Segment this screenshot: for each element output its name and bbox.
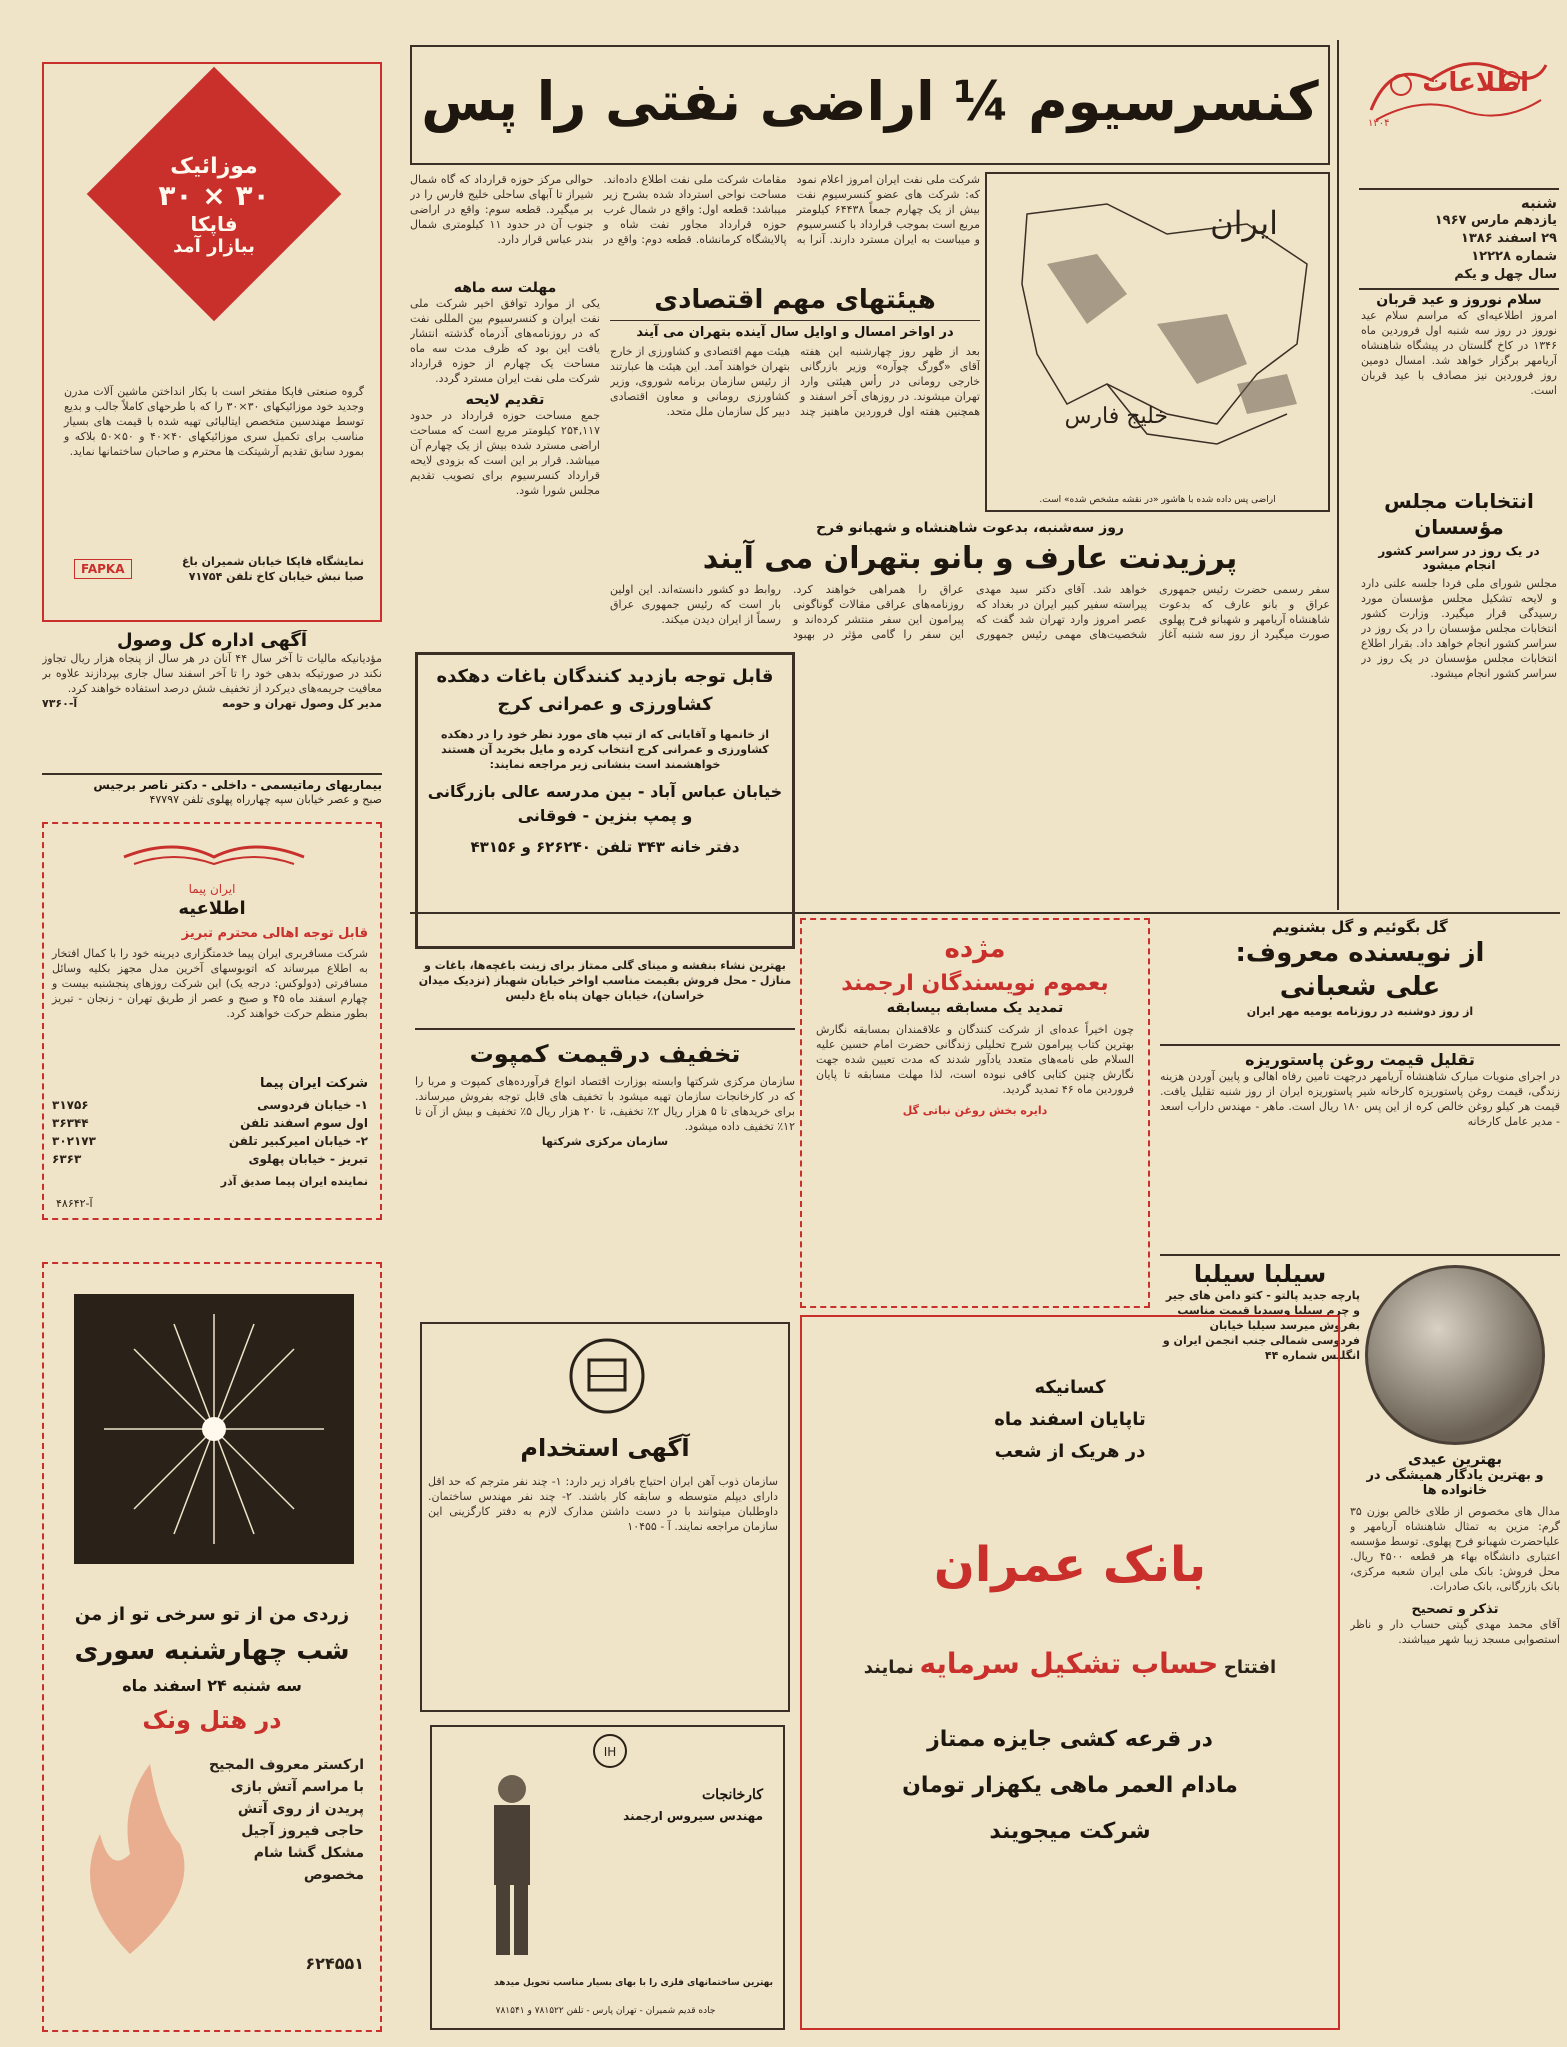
logo-text: اطلاعات [1422,68,1529,98]
silba-body: پارچه جدید پالتو - کتو دامن های جیر و چرم سیلبا وسیدیا قیمت مناسب بفروش میرسد سیلبا خیابان فردوسی شمالی جنب انجمن ایران و انگلیس شماره ۴۴ [1162,1289,1360,1362]
compost-signature: سازمان مرکزی شرکتها [541,1135,669,1148]
bank-line3a: افتتاح [1223,1657,1277,1678]
tax-notice [42,630,382,770]
office-phone: ۳۶۳۴۴ [52,1116,89,1130]
masthead [1354,40,1559,195]
hiring-emblem-icon [567,1336,647,1416]
hiring-ad [420,1322,790,1712]
day-name: شنبه [1520,194,1557,212]
iranpeyma-company: شرکت ایران پیما [259,1076,368,1091]
flame-icon [60,1744,200,1964]
sub1-body: یکی از موارد توافق اخیر شرکت ملی نفت ایران و کنسرسیوم بین المللی نفت که در روزنامه‌های آذرماه گذشته انتشار یافت این بود که ظرف مدت سه ماه مساحت یک چهارم از حوزه قرارداد شرکت ملی نفت ایران مسترد گردد. [410,297,600,385]
sub2-title: تقدیم لایحه [465,392,545,408]
elections-title: انتخابات مجلس مؤسسان [1384,489,1534,539]
milk-body: در اجرای منویات مبارک شاهنشاه آریامهر درجهت تامین رفاه اهالی و پایین آوردن هزینه زندگی، قیمت روغن پاستوریزه کارخانه شیر پاستوریزه ایران از روز شنبه تقلیل یافت. قیمت هر کیلو روغن خالص کره از این پس ۱۸۰ ریال است. ماهر - مهندس داراب اسعد - مدیر عامل کارخانه [1160,1070,1560,1128]
nowruz-article [1361,292,1557,482]
firework-icon [74,1294,354,1564]
coin-body: مدال های مخصوص از طلای خالص بوزن ۳۵ گرم: مزین به تمثال شاهنشاه آریامهر و علیاحضرت شهبانو فرح پهلوی. توسط مؤسسه اعتباری دانشگاه بهاء هر قطعه ۴۵۰۰ ریال. محل فروش: بانک ملی ایران شعبه مرکزی، بانک بازرگانی، بانک صادرات. [1350,1505,1560,1593]
arif-kicker: روز سه‌شنبه، بدعوت شاهنشاه و شهبانو فرح [816,520,1124,536]
iranpeyma-offices [52,1096,368,1168]
flower-ad [415,958,795,1023]
tax-body: مؤدیانیکه مالیات تا آخر سال ۴۴ آنان در هر سال از پنجاه هزار ریال تجاوز نکند در صورتیکه بدهی خود را تا آخر اسفند سال جاری بپردازند علاوه بر معافیت جریمه‌های دیرکرد از تخفیف شش درصد استفاده خواهند کرد. [42,652,382,695]
milk-article [1160,1050,1560,1250]
oil-map [985,172,1330,512]
karaj-notice [415,652,795,949]
iranpeyma-footer: نماینده ایران پیما صدیق آذر [220,1175,368,1188]
elections-subtitle: در یک روز در سراسر کشور انجام میشود [1378,544,1540,572]
office-phone: ۳۱۷۵۶ [52,1098,89,1112]
mozhdeh-kicker: تمدید یک مسابقه بیسابقه [886,1000,1064,1016]
mosaic-line4: ببازار آمد [173,236,255,257]
mosaic-line1: موزائیک [170,154,258,179]
chaharshanbe-phone: ۶۲۴۵۵۱ [305,1954,364,1973]
mozhdeh-ad [800,918,1150,1308]
errata-body: آقای محمد مهدی گیتی حساب دار و ناظر استصوابی مسجد زیبا شهر میباشند. [1350,1618,1560,1646]
chaharshanbe-title: شب چهارشنبه سوری [74,1636,350,1666]
bank-line3c: نمایند [863,1657,914,1678]
factory-address: جاده قدیم شمیران - تهران پارس - تلفن ۷۸۱۵۲۲ و ۷۸۱۵۴۱ [495,2006,716,2016]
factory-body: بهترین ساختمانهای فلزی را با بهای بسیار مناسب تحویل میدهد [494,1978,773,1988]
gol-article [1160,918,1560,1038]
mozhdeh-body: چون اخیراً عده‌ای از شرکت کنندگان و علاقمندان بمسابقه نگارش بهترین کتاب پیرامون شرح تحلیلی زندگانی حضرت امام حسین علیه السلام طی نامه‌های متعدد یادآور شدند که مدت تعیین شده جهت نگارش چنین کتابی کافی نبوده است، لذا مهلت مسابقه تا پایان فروردین ماه ۴۶ تمدید گردید. [816,1023,1134,1096]
svg-text:IH: IH [603,1745,617,1759]
office-phone: ۳۰۲۱۷۳ [52,1134,96,1148]
chaharshanbe-top: زردی من از تو سرخی تو از من [74,1604,350,1625]
gol-title1: از نویسنده معروف: [1235,938,1485,968]
iranpeyma-ad [42,822,382,1220]
chaharshanbe-ad [42,1262,382,2032]
doctor-ad [42,778,382,818]
mosaic-body: گروه صنعتی فاپکا مفتخر است با بکار انداختن ماشین آلات مدرن وجدید خود موزائیکهای ۳۰×۳۰ را که با طرحهای کاملاً جالب و بدیع توسط مهندسین متخصص ایتالیائی تهیه شده با قیمت های بسیار مناسب برای تکمیل سری موزائیکهای ۴۰×۴۰ و ۵۰×۵۰ بلاکه و بمورد سابق تقدیم آرشیتکت ها محترم و صاحبان ساختمانها نماید. [64,385,364,458]
chaharshanbe-body: ارکستر معروف المجیح با مراسم آتش بازی پریدن از روی آتش حاجی فیروز آجیل مشکل گشا شام مخصوص [209,1757,364,1883]
karaj-body: از خانمها و آقایانی که از تیپ های مورد نظر خود را در دهکده کشاورزی و عمرانی کرج انتخاب کرده و مایل بخرید آن هستند خواهشمند است بنشانی زیر مراجعه نمایند: [440,728,770,771]
doctor-title: بیماریهای رماتیسمی - داخلی - دکتر ناصر برجیس [93,778,382,792]
karaj-address: خیابان عباس آباد - بین مدرسه عالی بازرگانی و پمپ بنزین - فوقانی [427,782,783,825]
iranpeyma-code: آ-۴۸۶۴۲ [56,1197,93,1210]
nowruz-body: امروز اطلاعیه‌ای که مراسم سلام عید نوروز در روز سه شنبه اول فروردین ماه ۱۳۴۶ در کاخ گلستان در پیشگاه شاهنشاه آریامهر برگزار خواهد شد. امسال دومین روز فروردین نیز مصادف با عید قربان است. [1361,309,1557,397]
gol-title2: علی شعبانی [1279,972,1441,1002]
factory-title: کارخانجات [702,1787,763,1803]
lead-subsections [410,280,600,675]
tax-code: آ-۷۳۶۰ [42,697,78,710]
iranpeyma-body: شرکت مسافربری ایران پیما خدمتگزاری دیرینه خود را با کمال افتخار به اطلاع میرساند که اتوبوسهای آخرین مدل مجهز بکلیه وسائل مسافرتی (دولوکس: درجه یک) این شرکت روزهای پنجشنبه بیست و چهارم اسفند ماه ۴۵ و صبح و عصر از طریق تهران - زنجان - تبریز بطور منظم حرکت خواهند کرد. [52,947,368,1020]
arif-body: سفر رسمی حضرت رئیس جمهوری عراق و بانو عارف که بدعوت شاهنشاه آریامهر و شهبانو فرح پهلوی صورت میگیرد از روز سه شنبه آغاز خواهد شد. آقای دکتر سید مهدی پیراسته سفیر کبیر ایران در بغداد که عصر امروز وارد تهران شد گفت که شخصیت‌های مهمی رئیس جمهوری عراق را همراهی خواهند کرد. روزنامه‌های عراقی مقالات گوناگونی پیرامون این سفر منتشر کرده‌اند و این سفر را گامی مؤثر در بهبود روابط دو کشور دانسته‌اند. این اولین بار است که رئیس جمهوری عراق رسماً از ایران دیدن میکند. [610,583,1330,641]
mosaic-line3: فاپکا [190,212,238,236]
coin-title2: و بهترین یادگار همیشگی در خانواده ها [1366,1468,1544,1498]
doctor-body: صبح و عصر خیابان سپه چهارراه پهلوی تلفن ۴۷۷۹۷ [149,793,382,806]
bank-top: کسانیکه [1034,1377,1106,1398]
chaharshanbe-date: سه شنبه ۲۴ اسفند ماه [122,1676,302,1695]
iranpeyma-wings-icon [114,832,314,882]
iranpeyma-logo: ایران پیما [188,882,236,896]
bank-line3b: حساب تشکیل سرمایه [919,1647,1219,1680]
lead-headline: کنسرسیوم ¼ اراضی نفتی را پس [421,70,1319,133]
issue-number: شماره ۱۲۲۲۸ [1471,249,1557,264]
nowruz-title: سلام نوروز و عید قربان [1376,292,1542,308]
bank-omran-ad [800,1315,1340,2030]
map-label-gulf: خلیج فارس [1064,404,1168,429]
factory-logo-icon [592,1733,628,1769]
office-label: ۲- خیابان امیرکبیر تلفن [228,1134,368,1148]
sub2-body: جمع مساحت حوزه قرارداد در حدود ۲۵۴,۱۱۷ کیلومتر مربع است که مساحت اراضی مسترد شده بیش از یک چهارم آن میباشد. قرار بر این است که بزودی لایحه قرارداد کنسرسیوم برای تصویب تقدیم مجلس شورا شود. [410,409,600,497]
tax-title: آگهی اداره کل وصول [116,630,308,651]
fireworks-image [74,1294,354,1564]
elections-body: مجلس شورای ملی فردا جلسه علنی دارد و لایحه تشکیل مجلس مؤسسان مورد رسیدگی قرار میگیرد. وزارت کشور انتخابات مجلس مؤسسان را در یک روز در سراسر کشور انجام خواهد داد. بقرار اطلاع انتخابات مجلس مؤسسان در یک روز در سراسر کشور انجام میشود. [1361,577,1557,680]
sub1-title: مهلت سه ماهه [453,280,557,296]
factory-subtitle: مهندس سیروس ارجمند [623,1809,763,1823]
engineer-figure-icon [472,1767,552,1967]
office-label: اول سوم اسفند تلفن [240,1116,368,1130]
elections-article [1361,488,1557,906]
coin-image [1365,1265,1545,1445]
bank-line2: در هریک از شعب [994,1441,1146,1462]
iranpeyma-title: اطلاعیه [178,898,246,919]
bank-line4: در قرعه کشی جایزه ممتاز [927,1727,1213,1752]
econ-body: بعد از ظهر روز چهارشنبه این هفته آقای «گورگ چوآره» وزیر بازرگانی خارجی رومانی در رأس هیئتی وارد تهران میشوند. در روزهای آخر اسفند و همچنین هفته اول فروردین ماهنیز چند هیئت مهم اقتصادی و کشاورزی از خارج بتهران خواهند آمد. این هیئت ها عبارتند از رئیس سازمان برنامه شوروی، وزیر کشاورزی رومانی و معاون اقتصادی دبیر کل سازمان ملل متحد. [610,345,980,418]
office-phone: ۶۳۶۳ [52,1152,82,1166]
mosaic-ad [42,62,382,622]
logo-year: ۱۳۰۴ [1368,118,1390,129]
date-block [1361,194,1557,284]
lead-headline-area [410,45,1330,165]
bank-line6: شرکت میجویند [989,1819,1151,1844]
bank-name: بانک عمران [933,1537,1207,1593]
silba-title: سیلبا سیلبا [1193,1260,1327,1288]
lead-body-text: شرکت ملی نفت ایران امروز اعلام نمود که: شرکت های عضو کنسرسیوم نفت بیش از یک چهارم جمعاً ۶۴۴۳۸ کیلومتر مربع است بموجب قرارداد با کنسرسیوم و میباست به ایران مسترد دارند. آنرا به مقامات شرکت ملی نفت اطلاع داده‌اند. مساحت نواحی استرداد شده بشرح زیر میباشد: قطعه اول: واقع در شمال غرب حوزه قرارداد مجاور نفت شاه و پالایشگاه کرمانشاه. قطعه دوم: واقع در حوالی مرکز حوزه قرارداد که گاه شمال شیراز تا آبهای ساحلی خلیج فارس را در بر میگیرد. قطعه سوم: واقع در اراضی جنوب آن در حدود ۱۱ کیلومتری شمال بندر عباس قرار دارد. [410,173,980,246]
solar-date: ۲۹ اسفند ۱۳۸۶ [1460,231,1557,246]
karaj-title: قابل توجه بازدید کنندگان باغات دهکده کشاورزی و عمرانی کرج [436,666,774,715]
errata-title: تذکر و تصحیح [1411,1602,1499,1617]
office-label: ۱- خیابان فردوسی [257,1098,368,1112]
gregorian-date: یازدهم مارس ۱۹۶۷ [1434,213,1557,228]
office-label: تبریز - خیابان پهلوی [248,1152,368,1166]
map-caption: اراضی پس داده شده با هاشور «در نقشه مشخص شده» است. [1039,495,1276,505]
econ-article [610,280,980,550]
bank-line5: مادام العمر ماهی یکهزار تومان [902,1773,1238,1798]
mozhdeh-title: مژده [944,934,1006,964]
chaharshanbe-venue: در هتل ونک [142,1706,282,1734]
coin-article [1350,1450,1560,2035]
year-label: سال چهل و یکم [1454,267,1557,282]
iranpeyma-intro: قابل توجه اهالی محترم تبریز [181,926,368,941]
gol-kicker: گل بگوئیم و گل بشنویم [1272,918,1448,936]
mozhdeh-subtitle: بعموم نویسندگان ارجمند [841,971,1109,996]
karaj-phone: دفتر خانه ۳۴۳ تلفن ۶۲۶۲۴۰ و ۴۳۱۵۶ [470,838,740,856]
mosaic-line2: ۳۰ × ۳۰ [158,179,270,212]
compost-body: سازمان مرکزی شرکتها وابسته بوزارت اقتصاد انواع فرآورده‌های کمپوت و مربا را که در کارخانجات سازمان تهیه میشود با تخفیف های قابل توجه بفروش میرساند. برای خریدهای تا ۵ هزار ریال ۲٪ تخفیف، تا ۲۰ هزار ریال ۵٪ تخفیف و بیش از آن تا ۱۲٪ تخفیف داده میشود. [415,1075,795,1133]
compost-ad [415,1034,795,1314]
bank-line1: تاپایان اسفند ماه [994,1409,1146,1430]
compost-title: تخفیف درقیمت کمپوت [469,1040,741,1068]
econ-title: هیئتهای مهم اقتصادی [610,280,980,321]
mosaic-logo: FAPKA [74,559,132,579]
tax-signature: مدیر کل وصول تهران و حومه [222,697,382,710]
hiring-body: سازمان ذوب آهن ایران احتیاج بافراد زیر دارد: ۱- چند نفر مترجم که حد اقل دارای دیپلم متوسطه و سابقه کار باشند. ۲- چند نفر مهندس ساختمان. داوطلبان میتوانند با در دست داشتن مدارک لازم به دفتر کارگزینی این سازمان مراجعه نمایند. آ - ۱۰۴۵۵ [428,1475,779,1533]
lead-body [410,172,980,277]
map-label-iran: ایران [1210,204,1278,242]
milk-title: تقلیل قیمت روغن پاستوریزه [1245,1050,1475,1069]
mozhdeh-signature: دایره بخش روغن نباتی گل [902,1104,1048,1117]
econ-subtitle: در اواخر امسال و اوایل سال آینده بتهران می آیند [636,325,954,340]
mosaic-showroom: نمایشگاه فاپکا خیابان شمیران باغ صبا نبش خیابان کاخ تلفن ۷۱۷۵۴ [182,555,364,583]
flower-body: بهترین نشاء بنفشه و مینای گلی ممتاز برای زینت باغچه‌ها، باغات و منازل - محل فروش بقیمت مناسب اواخر خیابان شهباز (نزدیک میدان خراسان)، خیابان جهان پناه باغ دلیس [418,959,792,1002]
coin-title1: بهترین عیدی [1407,1450,1503,1468]
arif-title: پرزیدنت عارف و بانو بتهران می آیند [702,541,1238,576]
factory-ad [430,1725,785,2030]
gol-footer: از روز دوشنبه در روزنامه یومیه مهر ایران [1246,1005,1474,1018]
hiring-title: آگهی استخدام [520,1434,690,1462]
